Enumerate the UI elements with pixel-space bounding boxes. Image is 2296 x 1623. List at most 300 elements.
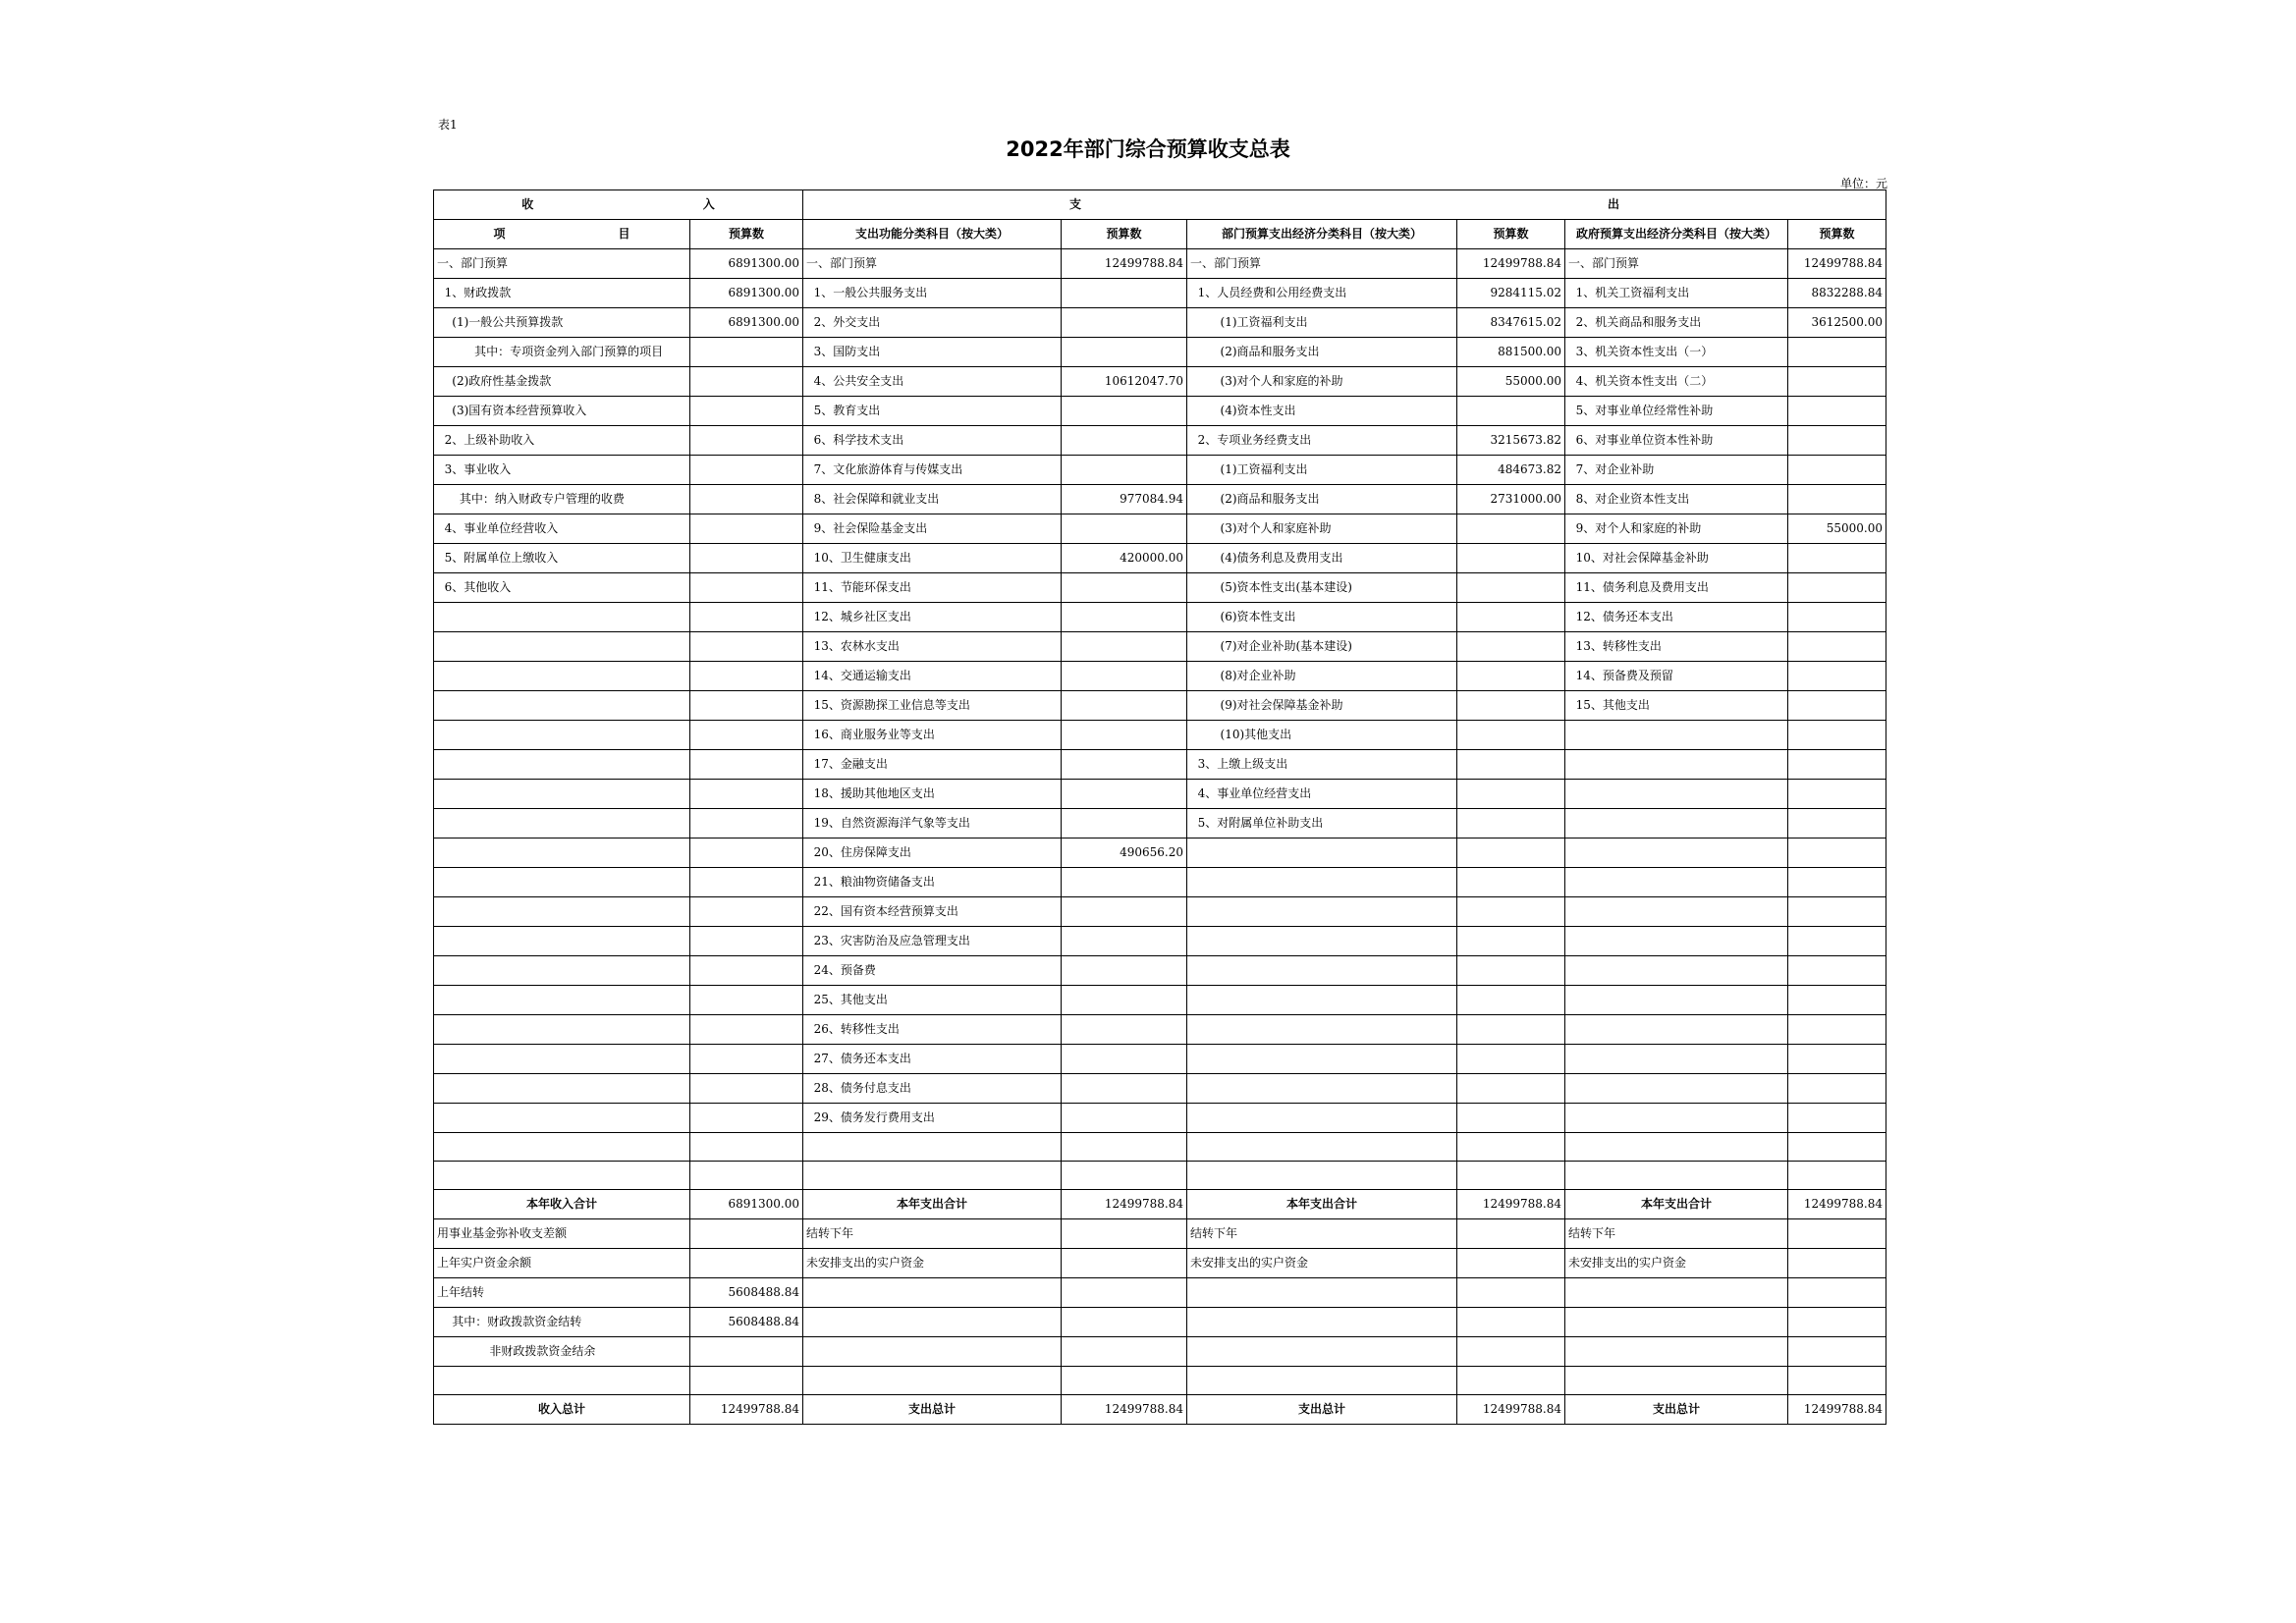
func-budget-cell	[1062, 603, 1187, 632]
table-row	[434, 308, 1886, 338]
dept-budget-cell	[1457, 1015, 1565, 1045]
income-item-cell	[434, 868, 690, 897]
table-row	[434, 868, 1886, 897]
income-budget-cell	[690, 456, 803, 485]
func-budget-cell	[1062, 338, 1187, 367]
dept-item-cell: (2)商品和服务支出	[1187, 338, 1457, 367]
gov-item-cell	[1565, 780, 1788, 809]
func-item-cell: 21、粮油物资储备支出	[803, 868, 1062, 897]
budget-summary-table	[433, 189, 1886, 1425]
income-item-cell	[434, 897, 690, 927]
func-class-header: 支出功能分类科目（按大类）	[803, 220, 1062, 249]
dept-item-cell	[1187, 1162, 1457, 1190]
gov-budget-cell: 8832288.84	[1788, 279, 1886, 308]
func-budget-cell	[1062, 632, 1187, 662]
dept-budget-cell	[1457, 809, 1565, 839]
dept-budget-cell	[1457, 1045, 1565, 1074]
dept-budget-cell: 12499788.84	[1457, 1395, 1565, 1425]
dept-item-cell: 未安排支出的实户资金	[1187, 1249, 1457, 1278]
dept-item-cell	[1187, 868, 1457, 897]
func-item-cell: 11、节能环保支出	[803, 573, 1062, 603]
func-budget-cell: 12499788.84	[1062, 1395, 1187, 1425]
budget-header-gov: 预算数	[1788, 220, 1886, 249]
dept-item-cell: (3)对个人和家庭补助	[1187, 514, 1457, 544]
func-item-cell: 27、债务还本支出	[803, 1045, 1062, 1074]
dept-budget-cell	[1457, 1367, 1565, 1395]
income-item-cell: (3)国有资本经营预算收入	[434, 397, 690, 426]
income-budget-cell	[690, 1337, 803, 1367]
gov-item-cell: 2、机关商品和服务支出	[1565, 308, 1788, 338]
annual-total-row	[434, 1190, 1886, 1219]
func-budget-cell	[1062, 1249, 1187, 1278]
income-item-cell	[434, 1074, 690, 1104]
income-item-cell	[434, 1015, 690, 1045]
table-number-label: 表1	[438, 118, 458, 132]
table-row	[434, 780, 1886, 809]
gov-item-cell: 15、其他支出	[1565, 691, 1788, 721]
gov-budget-cell	[1788, 1219, 1886, 1249]
func-budget-cell	[1062, 1308, 1187, 1337]
dept-budget-cell	[1457, 780, 1565, 809]
func-item-cell	[803, 1367, 1062, 1395]
gov-budget-cell	[1788, 721, 1886, 750]
func-item-cell: 13、农林水支出	[803, 632, 1062, 662]
gov-budget-cell	[1788, 632, 1886, 662]
gov-item-cell	[1565, 956, 1788, 986]
income-budget-cell	[690, 839, 803, 868]
income-budget-cell	[690, 426, 803, 456]
gov-item-cell	[1565, 1162, 1788, 1190]
income-budget-cell: 6891300.00	[690, 308, 803, 338]
gov-item-cell: 12、债务还本支出	[1565, 603, 1788, 632]
gov-budget-cell	[1788, 750, 1886, 780]
table-row	[434, 1367, 1886, 1395]
gov-budget-cell	[1788, 1337, 1886, 1367]
income-budget-cell	[690, 397, 803, 426]
income-item-cell: 其中：专项资金列入部门预算的项目	[434, 338, 690, 367]
gov-item-cell: 11、债务利息及费用支出	[1565, 573, 1788, 603]
dept-budget-cell	[1457, 868, 1565, 897]
income-item-cell	[434, 839, 690, 868]
dept-item-cell	[1187, 1133, 1457, 1162]
gov-item-cell	[1565, 1074, 1788, 1104]
table-row	[434, 397, 1886, 426]
gov-item-cell	[1565, 1337, 1788, 1367]
dept-budget-cell: 484673.82	[1457, 456, 1565, 485]
dept-budget-cell	[1457, 750, 1565, 780]
table-row	[434, 367, 1886, 397]
gov-budget-cell	[1788, 485, 1886, 514]
table-row	[434, 1337, 1886, 1367]
gov-item-cell	[1565, 1133, 1788, 1162]
income-budget-cell	[690, 868, 803, 897]
dept-budget-cell	[1457, 603, 1565, 632]
func-budget-cell: 12499788.84	[1062, 1190, 1187, 1219]
budget-header-income: 预算数	[690, 220, 803, 249]
func-item-cell: 7、文化旅游体育与传媒支出	[803, 456, 1062, 485]
gov-item-cell: 3、机关资本性支出（一）	[1565, 338, 1788, 367]
table-row	[434, 338, 1886, 367]
func-item-cell: 结转下年	[803, 1219, 1062, 1249]
dept-item-cell: (2)商品和服务支出	[1187, 485, 1457, 514]
income-item-cell: 其中：纳入财政专户管理的收费	[434, 485, 690, 514]
dept-budget-cell	[1457, 1249, 1565, 1278]
income-item-cell	[434, 1045, 690, 1074]
func-budget-cell	[1062, 1337, 1187, 1367]
income-item-cell: (2)政府性基金拨款	[434, 367, 690, 397]
dept-budget-cell	[1457, 632, 1565, 662]
func-budget-cell: 977084.94	[1062, 485, 1187, 514]
dept-item-cell	[1187, 956, 1457, 986]
gov-budget-cell	[1788, 1133, 1886, 1162]
table-row	[434, 721, 1886, 750]
table-row	[434, 750, 1886, 780]
func-budget-cell	[1062, 780, 1187, 809]
income-budget-cell	[690, 809, 803, 839]
table-row	[434, 249, 1886, 279]
func-item-cell: 8、社会保障和就业支出	[803, 485, 1062, 514]
income-budget-cell	[690, 780, 803, 809]
income-item-cell	[434, 1104, 690, 1133]
func-budget-cell	[1062, 1045, 1187, 1074]
income-budget-cell: 6891300.00	[690, 1190, 803, 1219]
func-budget-cell	[1062, 986, 1187, 1015]
gov-item-cell: 4、机关资本性支出（二）	[1565, 367, 1788, 397]
income-budget-cell	[690, 750, 803, 780]
dept-item-cell	[1187, 927, 1457, 956]
income-item-cell: 其中：财政拨款资金结转	[434, 1308, 690, 1337]
dept-item-cell	[1187, 1074, 1457, 1104]
gov-budget-cell	[1788, 868, 1886, 897]
income-item-cell	[434, 809, 690, 839]
income-item-cell: 6、其他收入	[434, 573, 690, 603]
income-budget-cell: 12499788.84	[690, 1395, 803, 1425]
budget-header-dept: 预算数	[1457, 220, 1565, 249]
table-row	[434, 662, 1886, 691]
dept-item-cell: (7)对企业补助(基本建设)	[1187, 632, 1457, 662]
gov-budget-cell	[1788, 1278, 1886, 1308]
income-budget-cell	[690, 544, 803, 573]
gov-item-cell: 13、转移性支出	[1565, 632, 1788, 662]
income-item-cell: 4、事业单位经营收入	[434, 514, 690, 544]
func-item-cell: 1、一般公共服务支出	[803, 279, 1062, 308]
dept-budget-cell	[1457, 1162, 1565, 1190]
gov-budget-cell: 12499788.84	[1788, 249, 1886, 279]
gov-budget-cell	[1788, 1104, 1886, 1133]
table-row	[434, 1045, 1886, 1074]
gov-item-cell	[1565, 1308, 1788, 1337]
income-budget-cell	[690, 1162, 803, 1190]
gov-budget-cell: 12499788.84	[1788, 1190, 1886, 1219]
income-item-cell: 非财政拨款资金结余	[434, 1337, 690, 1367]
dept-item-cell: 一、部门预算	[1187, 249, 1457, 279]
dept-budget-cell: 881500.00	[1457, 338, 1565, 367]
income-budget-cell	[690, 603, 803, 632]
dept-item-cell	[1187, 1308, 1457, 1337]
gov-budget-cell	[1788, 573, 1886, 603]
dept-item-cell: (10)其他支出	[1187, 721, 1457, 750]
gov-budget-cell: 3612500.00	[1788, 308, 1886, 338]
income-item-cell	[434, 603, 690, 632]
dept-budget-cell: 9284115.02	[1457, 279, 1565, 308]
grand-total-row	[434, 1395, 1886, 1425]
document-title: 2022年部门综合预算收支总表	[1006, 137, 1290, 161]
gov-item-cell	[1565, 1367, 1788, 1395]
gov-item-cell: 一、部门预算	[1565, 249, 1788, 279]
income-item-cell: 1、财政拨款	[434, 279, 690, 308]
table-row	[434, 1278, 1886, 1308]
budget-header-func: 预算数	[1062, 220, 1187, 249]
gov-item-cell: 结转下年	[1565, 1219, 1788, 1249]
dept-budget-cell	[1457, 1133, 1565, 1162]
table-row	[434, 573, 1886, 603]
income-item-cell: 上年实户资金余额	[434, 1249, 690, 1278]
func-budget-cell: 490656.20	[1062, 839, 1187, 868]
income-budget-cell	[690, 1367, 803, 1395]
func-item-cell	[803, 1308, 1062, 1337]
func-item-cell	[803, 1278, 1062, 1308]
income-item-cell	[434, 750, 690, 780]
income-budget-cell	[690, 1219, 803, 1249]
gov-item-cell: 9、对个人和家庭的补助	[1565, 514, 1788, 544]
unit-label: 单位：元	[1839, 177, 1887, 190]
dept-item-cell: (4)资本性支出	[1187, 397, 1457, 426]
gov-budget-cell	[1788, 897, 1886, 927]
dept-budget-cell	[1457, 956, 1565, 986]
func-item-cell: 26、转移性支出	[803, 1015, 1062, 1045]
gov-item-cell: 1、机关工资福利支出	[1565, 279, 1788, 308]
dept-budget-cell	[1457, 397, 1565, 426]
func-item-cell	[803, 1337, 1062, 1367]
func-item-cell: 24、预备费	[803, 956, 1062, 986]
dept-budget-cell	[1457, 1074, 1565, 1104]
gov-budget-cell	[1788, 780, 1886, 809]
item-header: 项 目	[434, 220, 690, 249]
func-item-cell: 未安排支出的实户资金	[803, 1249, 1062, 1278]
income-item-cell: 5、附属单位上缴收入	[434, 544, 690, 573]
table-row	[434, 1074, 1886, 1104]
table-row	[434, 426, 1886, 456]
gov-item-cell: 8、对企业资本性支出	[1565, 485, 1788, 514]
income-budget-cell	[690, 1074, 803, 1104]
dept-item-cell: 本年支出合计	[1187, 1190, 1457, 1219]
dept-item-cell	[1187, 1367, 1457, 1395]
func-budget-cell	[1062, 308, 1187, 338]
table-row	[434, 1219, 1886, 1249]
table-row	[434, 632, 1886, 662]
table-row	[434, 809, 1886, 839]
gov-item-cell: 本年支出合计	[1565, 1190, 1788, 1219]
dept-item-cell	[1187, 1015, 1457, 1045]
dept-item-cell: 4、事业单位经营支出	[1187, 780, 1457, 809]
table-row	[434, 839, 1886, 868]
gov-budget-cell	[1788, 1162, 1886, 1190]
func-budget-cell	[1062, 1074, 1187, 1104]
dept-item-cell: 2、专项业务经费支出	[1187, 426, 1457, 456]
income-item-cell	[434, 721, 690, 750]
income-item-cell: 2、上级补助收入	[434, 426, 690, 456]
expense-header: 支 出	[803, 190, 1886, 220]
header-row-top	[434, 190, 1886, 220]
dept-item-cell	[1187, 839, 1457, 868]
dept-budget-cell	[1457, 1308, 1565, 1337]
income-item-cell	[434, 1133, 690, 1162]
func-item-cell: 25、其他支出	[803, 986, 1062, 1015]
func-budget-cell: 10612047.70	[1062, 367, 1187, 397]
func-budget-cell	[1062, 279, 1187, 308]
func-item-cell: 16、商业服务业等支出	[803, 721, 1062, 750]
gov-item-cell	[1565, 750, 1788, 780]
table-row	[434, 1015, 1886, 1045]
func-item-cell: 6、科学技术支出	[803, 426, 1062, 456]
gov-budget-cell	[1788, 1249, 1886, 1278]
income-budget-cell: 5608488.84	[690, 1278, 803, 1308]
func-item-cell: 22、国有资本经营预算支出	[803, 897, 1062, 927]
income-budget-cell	[690, 956, 803, 986]
gov-budget-cell	[1788, 1308, 1886, 1337]
gov-econ-header: 政府预算支出经济分类科目（按大类）	[1565, 220, 1788, 249]
dept-item-cell: 结转下年	[1187, 1219, 1457, 1249]
gov-budget-cell	[1788, 456, 1886, 485]
func-item-cell: 5、教育支出	[803, 397, 1062, 426]
income-budget-cell	[690, 632, 803, 662]
func-budget-cell	[1062, 868, 1187, 897]
income-item-cell	[434, 1162, 690, 1190]
income-budget-cell	[690, 1045, 803, 1074]
table-row	[434, 1308, 1886, 1337]
func-item-cell: 29、债务发行费用支出	[803, 1104, 1062, 1133]
gov-budget-cell	[1788, 338, 1886, 367]
income-item-cell	[434, 927, 690, 956]
gov-budget-cell	[1788, 367, 1886, 397]
gov-item-cell	[1565, 927, 1788, 956]
func-item-cell: 17、金融支出	[803, 750, 1062, 780]
func-item-cell: 14、交通运输支出	[803, 662, 1062, 691]
dept-budget-cell	[1457, 1219, 1565, 1249]
gov-item-cell: 未安排支出的实户资金	[1565, 1249, 1788, 1278]
dept-item-cell: (6)资本性支出	[1187, 603, 1457, 632]
gov-item-cell	[1565, 897, 1788, 927]
func-budget-cell	[1062, 1367, 1187, 1395]
func-item-cell: 23、灾害防治及应急管理支出	[803, 927, 1062, 956]
income-header: 收 入	[434, 190, 803, 220]
gov-budget-cell	[1788, 662, 1886, 691]
gov-item-cell: 5、对事业单位经常性补助	[1565, 397, 1788, 426]
dept-budget-cell	[1457, 691, 1565, 721]
table-row	[434, 1162, 1886, 1190]
income-budget-cell: 5608488.84	[690, 1308, 803, 1337]
table-row	[434, 514, 1886, 544]
func-budget-cell	[1062, 514, 1187, 544]
dept-item-cell	[1187, 986, 1457, 1015]
dept-budget-cell	[1457, 573, 1565, 603]
gov-budget-cell	[1788, 1074, 1886, 1104]
func-budget-cell: 12499788.84	[1062, 249, 1187, 279]
dept-item-cell: (1)工资福利支出	[1187, 456, 1457, 485]
dept-item-cell	[1187, 1045, 1457, 1074]
dept-item-cell: 3、上缴上级支出	[1187, 750, 1457, 780]
gov-item-cell	[1565, 1104, 1788, 1133]
gov-item-cell	[1565, 1045, 1788, 1074]
gov-budget-cell	[1788, 986, 1886, 1015]
dept-item-cell: 支出总计	[1187, 1395, 1457, 1425]
func-budget-cell	[1062, 426, 1187, 456]
func-item-cell: 12、城乡社区支出	[803, 603, 1062, 632]
func-item-cell: 10、卫生健康支出	[803, 544, 1062, 573]
func-budget-cell	[1062, 1219, 1187, 1249]
gov-item-cell: 6、对事业单位资本性补助	[1565, 426, 1788, 456]
gov-budget-cell	[1788, 1045, 1886, 1074]
gov-item-cell: 支出总计	[1565, 1395, 1788, 1425]
func-item-cell	[803, 1162, 1062, 1190]
table-row	[434, 691, 1886, 721]
dept-item-cell	[1187, 1104, 1457, 1133]
func-budget-cell	[1062, 1104, 1187, 1133]
func-budget-cell: 420000.00	[1062, 544, 1187, 573]
income-budget-cell	[690, 1015, 803, 1045]
dept-item-cell	[1187, 1337, 1457, 1367]
income-item-cell: 3、事业收入	[434, 456, 690, 485]
gov-item-cell	[1565, 839, 1788, 868]
gov-item-cell	[1565, 809, 1788, 839]
dept-budget-cell: 12499788.84	[1457, 1190, 1565, 1219]
income-item-cell: 一、部门预算	[434, 249, 690, 279]
func-budget-cell	[1062, 809, 1187, 839]
func-item-cell: 18、援助其他地区支出	[803, 780, 1062, 809]
dept-budget-cell: 2731000.00	[1457, 485, 1565, 514]
dept-budget-cell	[1457, 544, 1565, 573]
income-budget-cell	[690, 367, 803, 397]
dept-budget-cell: 3215673.82	[1457, 426, 1565, 456]
gov-budget-cell	[1788, 603, 1886, 632]
dept-budget-cell: 12499788.84	[1457, 249, 1565, 279]
table-row	[434, 1249, 1886, 1278]
dept-item-cell	[1187, 897, 1457, 927]
func-budget-cell	[1062, 750, 1187, 780]
income-budget-cell	[690, 662, 803, 691]
income-item-cell: 上年结转	[434, 1278, 690, 1308]
func-budget-cell	[1062, 927, 1187, 956]
dept-budget-cell	[1457, 1278, 1565, 1308]
income-item-cell: 本年收入合计	[434, 1190, 690, 1219]
gov-item-cell: 10、对社会保障基金补助	[1565, 544, 1788, 573]
income-budget-cell	[690, 338, 803, 367]
income-budget-cell: 6891300.00	[690, 249, 803, 279]
func-item-cell: 本年支出合计	[803, 1190, 1062, 1219]
func-budget-cell	[1062, 1133, 1187, 1162]
gov-item-cell	[1565, 986, 1788, 1015]
dept-budget-cell	[1457, 514, 1565, 544]
income-budget-cell	[690, 986, 803, 1015]
dept-budget-cell	[1457, 1337, 1565, 1367]
gov-budget-cell	[1788, 927, 1886, 956]
func-budget-cell	[1062, 1162, 1187, 1190]
dept-item-cell: 1、人员经费和公用经费支出	[1187, 279, 1457, 308]
func-item-cell	[803, 1133, 1062, 1162]
table-row	[434, 544, 1886, 573]
gov-item-cell: 7、对企业补助	[1565, 456, 1788, 485]
gov-item-cell	[1565, 868, 1788, 897]
income-item-cell	[434, 986, 690, 1015]
income-item-cell	[434, 662, 690, 691]
dept-item-cell: (5)资本性支出(基本建设)	[1187, 573, 1457, 603]
func-item-cell: 15、资源勘探工业信息等支出	[803, 691, 1062, 721]
func-item-cell: 3、国防支出	[803, 338, 1062, 367]
func-budget-cell	[1062, 662, 1187, 691]
income-item-cell	[434, 1367, 690, 1395]
income-budget-cell	[690, 573, 803, 603]
dept-budget-cell: 8347615.02	[1457, 308, 1565, 338]
